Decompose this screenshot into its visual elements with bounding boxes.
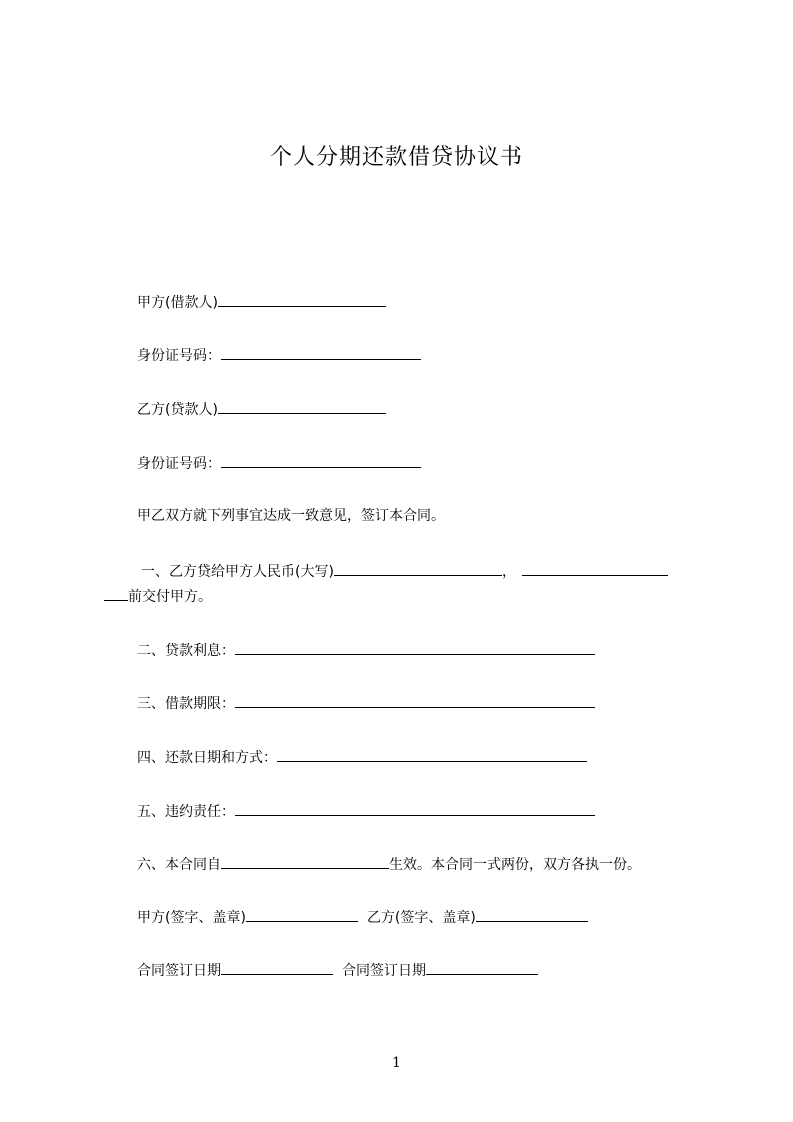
party-a-id-label: 身份证号码：	[137, 348, 221, 364]
date-line	[137, 959, 538, 981]
clause-1-date-blank[interactable]	[522, 560, 668, 576]
clause-1-cont-blank[interactable]	[104, 585, 128, 601]
party-b-sign-blank[interactable]	[476, 906, 588, 922]
clause-5-line	[137, 800, 595, 822]
party-a-id-blank[interactable]	[221, 344, 421, 360]
party-a-blank[interactable]	[218, 291, 386, 307]
date-a-label: 合同签订日期	[137, 963, 221, 979]
clause-6-prefix: 六、本合同自	[137, 857, 221, 873]
party-b-id-label: 身份证号码：	[137, 456, 221, 472]
page-number: 1	[392, 1055, 401, 1071]
clause-2-blank[interactable]	[235, 639, 595, 655]
clause-1-continuation	[104, 585, 212, 607]
party-b-sign-label: 乙方(签字、盖章)	[366, 910, 476, 926]
clause-2-line	[137, 639, 595, 661]
party-a-sign-label: 甲方(签字、盖章)	[137, 910, 246, 926]
party-a-id-line	[137, 344, 421, 366]
clause-3-label: 三、借款期限：	[137, 696, 235, 712]
party-b-id-blank[interactable]	[221, 452, 421, 468]
clause-5-label: 五、违约责任：	[137, 804, 235, 820]
party-b-label: 乙方(贷款人)	[137, 402, 218, 418]
clause-2-label: 二、贷款利息：	[137, 643, 235, 659]
clause-6-suffix: 生效。本合同一式两份，双方各执一份。	[389, 857, 641, 873]
party-b-line	[137, 398, 386, 420]
clause-1-comma: ，	[501, 564, 516, 580]
date-a-blank[interactable]	[221, 959, 333, 975]
clause-4-label: 四、还款日期和方式：	[137, 750, 277, 766]
intro-paragraph: 甲乙双方就下列事宜达成一致意见，签订本合同。	[137, 508, 445, 524]
clause-4-blank[interactable]	[277, 746, 587, 762]
clause-1-amount-blank[interactable]	[334, 560, 502, 576]
document-title: 个人分期还款借贷协议书	[269, 145, 523, 170]
clause-3-blank[interactable]	[235, 692, 595, 708]
party-a-line	[137, 291, 386, 313]
clause-1-prefix: 一、乙方贷给甲方人民币(大写)	[141, 564, 334, 580]
party-b-id-line	[137, 452, 421, 474]
clause-3-line	[137, 692, 595, 714]
clause-6-line	[137, 853, 641, 875]
clause-5-blank[interactable]	[235, 800, 595, 816]
clause-4-line	[137, 746, 587, 768]
clause-6-blank[interactable]	[221, 853, 389, 869]
party-a-sign-blank[interactable]	[246, 906, 358, 922]
party-b-blank[interactable]	[218, 398, 386, 414]
date-b-label: 合同签订日期	[342, 963, 426, 979]
clause-1-suffix: 前交付甲方。	[128, 589, 212, 605]
clause-1-line	[141, 560, 668, 582]
signature-line	[137, 906, 588, 928]
party-a-label: 甲方(借款人)	[137, 295, 218, 311]
date-b-blank[interactable]	[426, 959, 538, 975]
